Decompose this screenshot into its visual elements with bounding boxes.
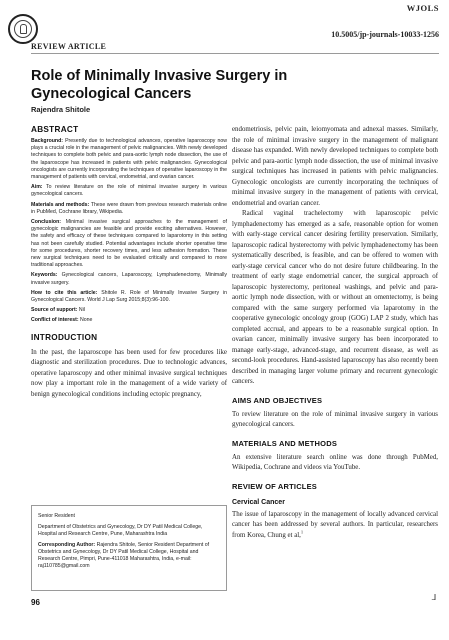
conflict-label: Conflict of interest: xyxy=(31,317,79,324)
reference-1[interactable]: 1 xyxy=(300,529,304,535)
corresponding-label: Corresponding Author: xyxy=(38,542,96,548)
introduction-left-text: In the past, the laparoscope has been used for few procedures like diagnostic and sterilization procedures. Due to technologic advances, operative laparoscopy and other minimal invasive surgical techniques now play a important role in the management of a wide variety of benign gynecological conditions including ectopic pregnancy, xyxy=(31,348,227,398)
corner-mark: ⅃ xyxy=(431,593,437,602)
review-text xyxy=(232,510,438,542)
conflict-of-interest xyxy=(31,317,227,324)
affiliation-department: Department of Obstetrics and Gynecology, Dr DY Patil Medical College, Hospital and Research Centre, Pune, Maharashtra India xyxy=(38,524,203,537)
background-text: Presently due to technological advances, operative laparoscopy now plays a crucial role in the management of pelvic malignancies. With newly developed techniques to complete both pelvic and para-aortic lymph node dissection, the use of the laparoscope has increased in patients with pelvic malignancies. Gynecological oncologists are currently incorporating the techniques of operative laparoscopy in the management of patients with cervical, endometrial, and ovarian cancer. xyxy=(31,138,227,181)
abstract-background xyxy=(31,138,227,181)
introduction-heading: INTRODUCTION xyxy=(31,332,98,342)
keywords-label: Keywords: xyxy=(31,272,58,279)
introduction-right-text-2: Radical vaginal trachelectomy with laparoscopic pelvic lymphadenectomy has emerged as a safe, reasonable option for women with early-stage cervical cancer desiring fertility preservation. Similarly, laparoscopic radical hysterectomy with pelvic lymphadenectomy has been systematically described, is feasible, and can be offered to women with early-stage cervical cancer who do not desire future childbearing. In the treatment of early stage endometrial cancer, the surgical approach of laparoscopic hysterectomy, peritoneal washings, and pelvic and para-aortic lymph node dissection, with or without an omentectomy, is being compared with the same surgery performed via laparotomy in the cooperative gynecologic oncology group (GOG) LAP 2 study, which has completed accrual, and appears to be a reasonable surgical option. In ovarian cancer, minimally invasive surgery has been incorporated to manage early-stage, advanced-stage, and recurrent disease, as well as second-look procedures. Hand-assisted laparoscopy has also recently been described in managing larger volume primary and recurrent gynecologic cancers. xyxy=(232,210,438,385)
journal-logo xyxy=(8,14,38,44)
aims-heading: AIMS AND OBJECTIVES xyxy=(232,395,323,405)
aim-text: To review literature on the role of minimal invasive surgery in various gynecological cancers. xyxy=(31,184,227,198)
introduction-right-text-1: endometriosis, pelvic pain, leiomyomata and adnexal masses. Similarly, the role of minimal invasive surgery in the management of malignant disease has expanded. With newly developed techniques to complete both pelvic and para-aortic lymph node dissection, the use of minimal invasive surgical techniques has increased in patients with pelvic malignancies. Gynecologic oncologists are currently incorporating the techniques of minimal invasive surgery in the management of patients with cervical, endometrial and ovarian cancer. xyxy=(232,126,438,207)
header-divider xyxy=(31,53,439,54)
methods-heading: MATERIALS AND METHODS xyxy=(232,438,338,448)
abstract-methods xyxy=(31,202,227,216)
methods-text: An extensive literature search online was done through PubMed, Wikipedia, Cochrane and videos via YouTube. xyxy=(232,453,438,471)
cite-text: Shitole R. Role of Minimally Invasive Surgery in Gynecological Cancers. World J Lap Surg 2015;8(3):96-100. xyxy=(31,289,227,304)
background-label: Background: xyxy=(31,138,63,144)
conclusion-label: Conclusion: xyxy=(31,219,61,226)
page-number: 96 xyxy=(31,598,40,607)
journal-code: WJOLS xyxy=(406,3,439,13)
affiliation-position: Senior Resident xyxy=(38,513,75,519)
left-column xyxy=(31,125,227,400)
affiliation-box xyxy=(31,505,227,591)
funding-text: Nil xyxy=(78,307,85,314)
how-to-cite xyxy=(31,290,227,304)
keywords-text: Gynecological cancers, Laparoscopy, Lymphadenectomy, Minimally invasive surgery. xyxy=(31,272,227,286)
conflict-text: None xyxy=(80,317,93,324)
cervical-cancer-subheading: Cervical Cancer xyxy=(232,498,285,506)
funding-label: Source of support: xyxy=(31,307,78,314)
cite-label: How to cite this article: xyxy=(31,289,98,296)
review-body: The issue of laparoscopy in the management of locally advanced cervical cancer has been addressed by several authors. In particular, researchers from Korea, Chung et al, xyxy=(232,510,438,539)
methods-text: These were drawn from previous research materials online in PubMed, Cochrane library, Wikipedia. xyxy=(31,201,227,215)
aims-text: To review literature on the role of minimal invasive surgery in various gynecological cancers. xyxy=(232,410,438,428)
abstract-conclusion xyxy=(31,219,227,269)
abstract-keywords xyxy=(31,272,227,286)
corresponding-text: Rajendra Shitole, Senior Resident Department of Obstetrics and Gynecology, Dr DY Patil Medical College, Hospital and Research Centre, Pimpri, Pune-411018 Maharashtra, India, e-mail: raj110785@gmail.com xyxy=(38,542,210,569)
abstract-aim xyxy=(31,184,227,198)
author-name: Rajendra Shitole xyxy=(31,105,91,114)
aim-label: Aim: xyxy=(31,184,43,191)
methods-label: Materials and methods: xyxy=(31,201,90,208)
top-bar xyxy=(0,0,449,14)
right-column xyxy=(232,125,438,541)
doi[interactable]: 10.5005/jp-journals-10033-1256 xyxy=(331,30,439,39)
logo-emblem-icon xyxy=(14,20,32,38)
source-of-support xyxy=(31,307,227,314)
conclusion-text: Minimal invasive surgical approaches to the management of gynecologic malignancies are feasible and provide exciting alternatives. However, the safety and efficacy of these techniques compared to laparotomy in this setting has not been carefully studied. Potential advantages include shorter operative time for some procedures, shorter recovery times, and less adhesion formation. These new surgical techniques need to be evaluated critically and compared to more traditional approaches. xyxy=(31,219,227,269)
article-title: Role of Minimally Invasive Surgery in Gynecological Cancers xyxy=(31,68,288,102)
review-heading: REVIEW OF ARTICLES xyxy=(232,481,317,491)
article-type: REVIEW ARTICLE xyxy=(31,42,107,51)
corresponding-author xyxy=(38,542,220,570)
abstract-heading: ABSTRACT xyxy=(31,125,79,134)
